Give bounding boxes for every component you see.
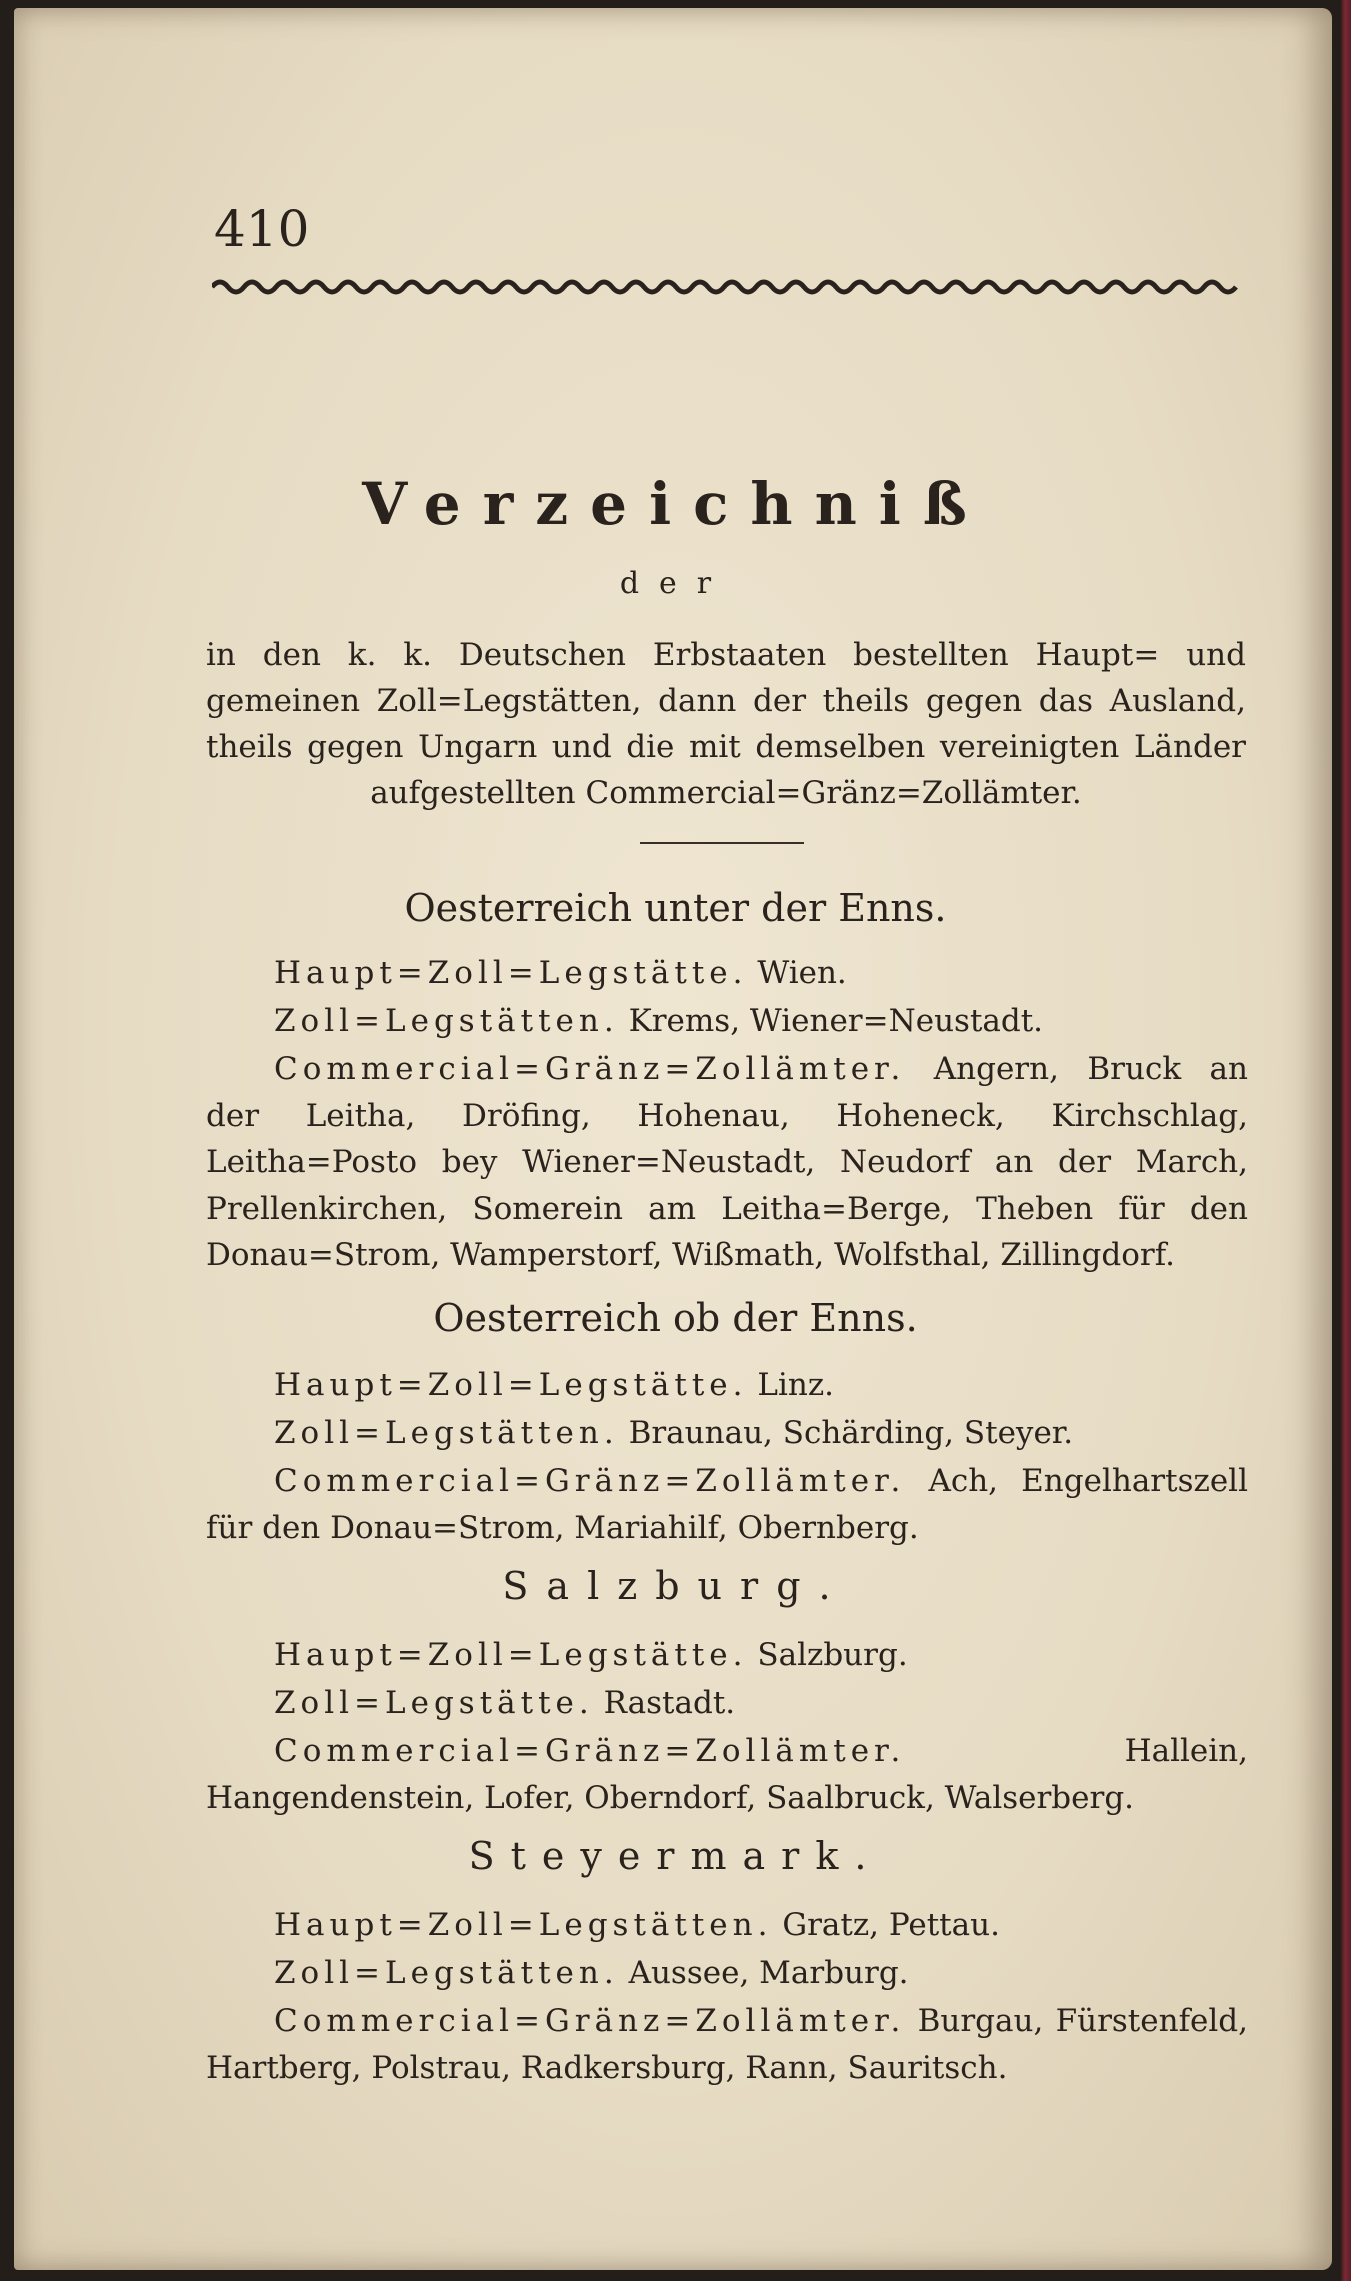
- ornamental-rule: [212, 276, 1244, 298]
- entry-text: Salzburg.: [757, 1637, 908, 1673]
- list-item: [206, 1998, 1248, 2091]
- entry-label: Zoll=Legstätten.: [274, 1955, 619, 1991]
- entry-label: Haupt=Zoll=Legstätte.: [274, 1637, 748, 1673]
- entry-label: Commercial=Gränz=Zollämter.: [274, 1733, 906, 1769]
- list-item: [206, 1902, 1248, 1949]
- entry-label: Commercial=Gränz=Zollämter.: [274, 1051, 906, 1087]
- list-item: [206, 1680, 1248, 1727]
- section-heading: Salzburg.: [502, 1564, 849, 1608]
- entry-label: Commercial=Gränz=Zollämter.: [274, 1463, 906, 1499]
- title-der: der: [619, 566, 732, 601]
- entry-label: Haupt=Zoll=Legstätte.: [274, 1367, 748, 1403]
- section-heading: Steyermark.: [468, 1834, 883, 1878]
- list-item: [206, 950, 1248, 997]
- entry-text: Burgau, Fürstenfeld, Hartberg, Polstrau, Radkersburg, Rann, Sauritsch.: [206, 2003, 1249, 2086]
- list-item: [206, 1950, 1248, 1997]
- book-edge: [1341, 0, 1351, 2281]
- list-item: [206, 1728, 1248, 1821]
- entry-text: Ach, Engelhartszell für den Donau=Strom, Mariahilf, Obernberg.: [206, 1463, 1248, 1546]
- entry-label: Haupt=Zoll=Legstätten.: [274, 1907, 773, 1943]
- section-divider: [640, 842, 804, 844]
- entry-text: Braunau, Schärding, Steyer.: [628, 1415, 1074, 1451]
- entry-text: Aussee, Marburg.: [628, 1955, 909, 1991]
- entry-label: Zoll=Legstätten.: [274, 1415, 619, 1451]
- section-heading: Oesterreich ob der Enns.: [433, 1296, 918, 1340]
- list-item: [206, 1046, 1248, 1279]
- entry-text: Gratz, Pettau.: [782, 1907, 1000, 1943]
- entry-text: Angern, Bruck an der Leitha, Dröfing, Hohenau, Hoheneck, Kirchschlag, Leitha=Posto bey Wiener=Neustadt, Neudorf an der March, Prellenkirchen, Somerein am Leitha=Berge, Theben für den Donau=Strom, Wamperstorf, Wißmath, Wolfsthal, Zillingdorf.: [206, 1051, 1248, 1273]
- entry-text: Rastadt.: [603, 1685, 736, 1721]
- list-item: [206, 998, 1248, 1045]
- list-item: [206, 1362, 1248, 1409]
- entry-text: Krems, Wiener=Neustadt.: [628, 1003, 1044, 1039]
- entry-label: Zoll=Legstätten.: [274, 1003, 619, 1039]
- entry-label: Haupt=Zoll=Legstätte.: [274, 955, 748, 991]
- list-item: [206, 1632, 1248, 1679]
- list-item: [206, 1458, 1248, 1551]
- page-number: 410: [214, 200, 310, 258]
- entry-label: Commercial=Gränz=Zollämter.: [274, 2003, 906, 2039]
- page-title: Verzeichniß: [362, 470, 989, 538]
- list-item: [206, 1410, 1248, 1457]
- entry-text: Wien.: [757, 955, 847, 991]
- section-heading: Oesterreich unter der Enns.: [404, 886, 947, 930]
- entry-text: Hallein, Hangendenstein, Lofer, Oberndorf, Saalbruck, Walserberg.: [206, 1733, 1248, 1816]
- intro-paragraph: in den k. k. Deutschen Erbstaaten bestellten Haupt= und gemeinen Zoll=Legstätten, dann der theils gegen das Ausland, theils gegen Ungarn und die mit demselben vereinigten Länder aufgestellten Commercial=Gränz=Zollämter.: [206, 637, 1246, 811]
- entry-text: Linz.: [757, 1367, 835, 1403]
- entry-label: Zoll=Legstätte.: [274, 1685, 594, 1721]
